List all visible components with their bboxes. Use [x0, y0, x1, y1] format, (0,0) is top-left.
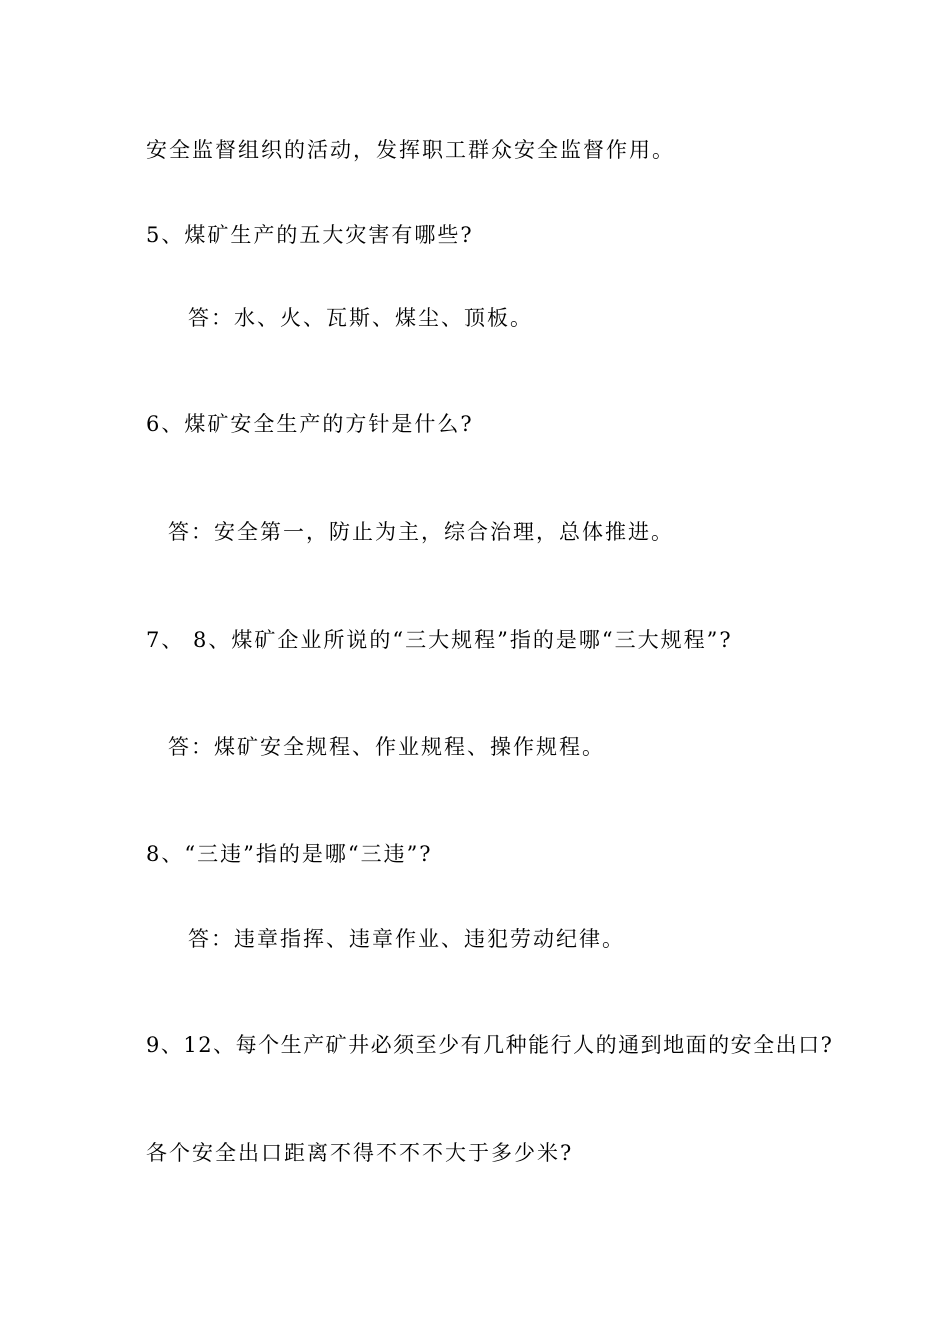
question-7: 7、 8、煤矿企业所说的“三大规程”指的是哪“三大规程”? [146, 628, 733, 652]
question-8: 8、“三违”指的是哪“三违”? [146, 842, 433, 866]
answer-6: 答：安全第一，防止为主，综合治理，总体推进。 [168, 520, 674, 544]
question-9: 9、12、每个生产矿井必须至少有几种能行人的通到地面的安全出口? [146, 1033, 834, 1057]
answer-5: 答：水、火、瓦斯、煤尘、顶板。 [188, 306, 533, 330]
question-5: 5、煤矿生产的五大灾害有哪些? [146, 223, 474, 247]
answer-7: 答：煤矿安全规程、作业规程、操作规程。 [168, 735, 605, 759]
question-6: 6、煤矿安全生产的方针是什么? [146, 412, 474, 436]
answer-8: 答：违章指挥、违章作业、违犯劳动纪律。 [188, 927, 625, 951]
question-9-continuation: 各个安全出口距离不得不不不大于多少米? [146, 1141, 574, 1165]
paragraph-continuation: 安全监督组织的活动，发挥职工群众安全监督作用。 [146, 138, 675, 162]
